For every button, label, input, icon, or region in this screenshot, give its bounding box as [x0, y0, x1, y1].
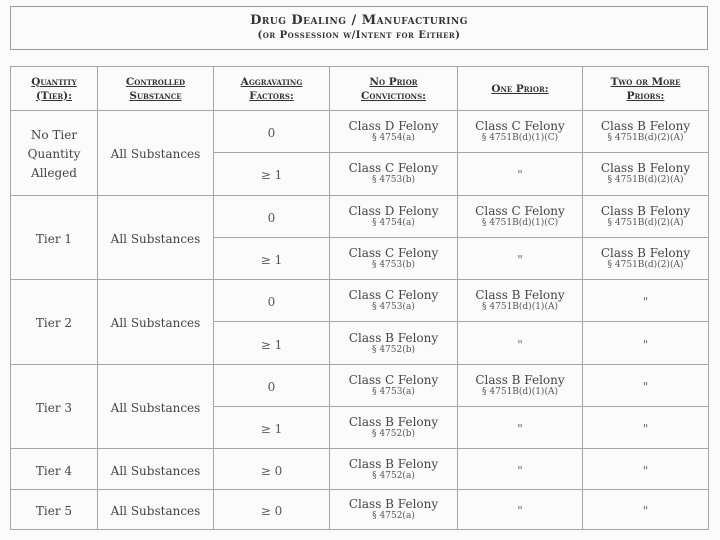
- aggravating-cell: ≥ 1: [214, 237, 330, 279]
- statute-section: § 4751B(d)(2)(A): [607, 217, 684, 228]
- no-prior-cell: [330, 322, 458, 364]
- header-no-prior: No Prior Convictions:: [330, 67, 458, 111]
- substance-cell: All Substances: [98, 280, 214, 365]
- aggravating-cell: ≥ 0: [214, 449, 330, 489]
- substance-cell: All Substances: [98, 449, 214, 489]
- aggravating-cell: 0: [214, 195, 330, 237]
- tier-cell: No Tier Quantity Alleged: [11, 111, 98, 196]
- substance-cell: All Substances: [98, 364, 214, 449]
- felony-class: Class B Felony: [348, 456, 439, 471]
- one-prior-cell: [458, 407, 583, 449]
- header-substance: Controlled Substance: [98, 67, 214, 111]
- felony-class: Class C Felony: [475, 119, 565, 134]
- statute-section: § 4753(a): [372, 302, 415, 313]
- one-prior-cell: [458, 322, 583, 364]
- header-row: [11, 67, 709, 111]
- no-prior-cell: [330, 489, 458, 529]
- statute-section: § 4752(b): [371, 429, 416, 440]
- one-prior-cell: [458, 489, 583, 529]
- ditto-mark: ": [517, 168, 523, 183]
- statute-section: § 4753(b): [371, 260, 416, 271]
- ditto-mark: ": [517, 503, 523, 518]
- table-row: [11, 195, 709, 237]
- statute-section: § 4751B(d)(1)(A): [482, 302, 558, 313]
- one-prior-cell: [458, 111, 583, 153]
- no-prior-cell: [330, 237, 458, 279]
- aggravating-cell: ≥ 0: [214, 489, 330, 529]
- substance-cell: All Substances: [98, 111, 214, 196]
- no-prior-cell: [330, 449, 458, 489]
- two-priors-cell: [583, 322, 709, 364]
- ditto-mark: ": [517, 337, 523, 352]
- substance-cell: All Substances: [98, 195, 214, 280]
- aggravating-cell: 0: [214, 280, 330, 322]
- ditto-mark: ": [642, 463, 649, 478]
- felony-class: Class C Felony: [348, 161, 439, 176]
- one-prior-cell: [458, 280, 583, 322]
- two-priors-cell: [583, 280, 709, 322]
- two-priors-cell: [583, 489, 709, 529]
- felony-class: Class B Felony: [600, 246, 691, 261]
- felony-class: Class B Felony: [475, 288, 565, 303]
- two-priors-cell: [583, 364, 709, 406]
- header-quantity: Quantity (Tier):: [11, 67, 98, 111]
- page-subtitle: (or Possession w/Intent for Either): [257, 30, 461, 41]
- two-priors-cell: [583, 153, 709, 195]
- felony-class: Class C Felony: [348, 288, 439, 303]
- felony-class: Class B Felony: [600, 161, 691, 176]
- felony-class: Class B Felony: [348, 496, 439, 511]
- statute-section: § 4751B(d)(1)(A): [482, 386, 558, 397]
- felony-class: Class C Felony: [348, 246, 439, 261]
- one-prior-cell: [458, 364, 583, 406]
- header-two-priors: Two or More Priors:: [583, 67, 709, 111]
- aggravating-cell: ≥ 1: [214, 153, 330, 195]
- no-prior-cell: [330, 195, 458, 237]
- no-prior-cell: [330, 364, 458, 406]
- tier-cell: Tier 3: [11, 364, 98, 449]
- aggravating-cell: 0: [214, 364, 330, 406]
- felony-class: Class B Felony: [475, 372, 565, 387]
- statute-section: § 4751B(d)(2)(A): [607, 175, 684, 186]
- statute-section: § 4752(a): [372, 510, 415, 521]
- table-row: [11, 280, 709, 322]
- header-one-prior: One Prior:: [458, 67, 583, 111]
- statute-section: § 4751B(d)(1)(C): [481, 217, 559, 228]
- statute-section: § 4752(a): [372, 470, 415, 481]
- no-prior-cell: [330, 280, 458, 322]
- one-prior-cell: [458, 195, 583, 237]
- two-priors-cell: [583, 111, 709, 153]
- statute-section: § 4752(b): [371, 344, 416, 355]
- substance-cell: All Substances: [98, 489, 214, 529]
- no-prior-cell: [330, 407, 458, 449]
- felony-class: Class B Felony: [348, 415, 439, 430]
- sentencing-table: [10, 66, 709, 530]
- ditto-mark: ": [517, 253, 523, 268]
- statute-section: § 4751B(d)(2)(A): [607, 133, 684, 144]
- table-body: [11, 111, 709, 530]
- one-prior-cell: [458, 153, 583, 195]
- statute-section: § 4754(a): [372, 133, 415, 144]
- aggravating-cell: ≥ 1: [214, 322, 330, 364]
- two-priors-cell: [583, 449, 709, 489]
- ditto-mark: ": [642, 379, 649, 394]
- statute-section: § 4754(a): [372, 217, 415, 228]
- ditto-mark: ": [642, 337, 649, 352]
- tier-cell: Tier 4: [11, 449, 98, 489]
- one-prior-cell: [458, 449, 583, 489]
- felony-class: Class D Felony: [348, 119, 439, 134]
- aggravating-cell: ≥ 1: [214, 407, 330, 449]
- felony-class: Class B Felony: [600, 203, 691, 218]
- table-row: [11, 111, 709, 153]
- table-row: [11, 449, 709, 489]
- ditto-mark: ": [517, 463, 523, 478]
- tier-cell: Tier 5: [11, 489, 98, 529]
- no-prior-cell: [330, 153, 458, 195]
- tier-cell: Tier 1: [11, 195, 98, 280]
- felony-class: Class C Felony: [475, 203, 565, 218]
- felony-class: Class C Felony: [348, 372, 439, 387]
- ditto-mark: ": [642, 295, 649, 310]
- one-prior-cell: [458, 237, 583, 279]
- page-title: Drug Dealing / Manufacturing: [250, 13, 468, 28]
- two-priors-cell: [583, 195, 709, 237]
- ditto-mark: ": [642, 422, 649, 437]
- no-prior-cell: [330, 111, 458, 153]
- felony-class: Class B Felony: [348, 330, 439, 345]
- header-aggravating: Aggravating Factors:: [214, 67, 330, 111]
- statute-section: § 4751B(d)(2)(A): [607, 260, 684, 271]
- two-priors-cell: [583, 237, 709, 279]
- statute-section: § 4753(a): [372, 386, 415, 397]
- statute-section: § 4751B(d)(1)(C): [481, 133, 559, 144]
- felony-class: Class D Felony: [348, 203, 439, 218]
- statute-section: § 4753(b): [371, 175, 416, 186]
- tier-cell: Tier 2: [11, 280, 98, 365]
- felony-class: Class B Felony: [600, 119, 691, 134]
- aggravating-cell: 0: [214, 111, 330, 153]
- table-row: [11, 489, 709, 529]
- ditto-mark: ": [517, 422, 523, 437]
- ditto-mark: ": [642, 503, 649, 518]
- title-box: [10, 6, 708, 50]
- table-row: [11, 364, 709, 406]
- two-priors-cell: [583, 407, 709, 449]
